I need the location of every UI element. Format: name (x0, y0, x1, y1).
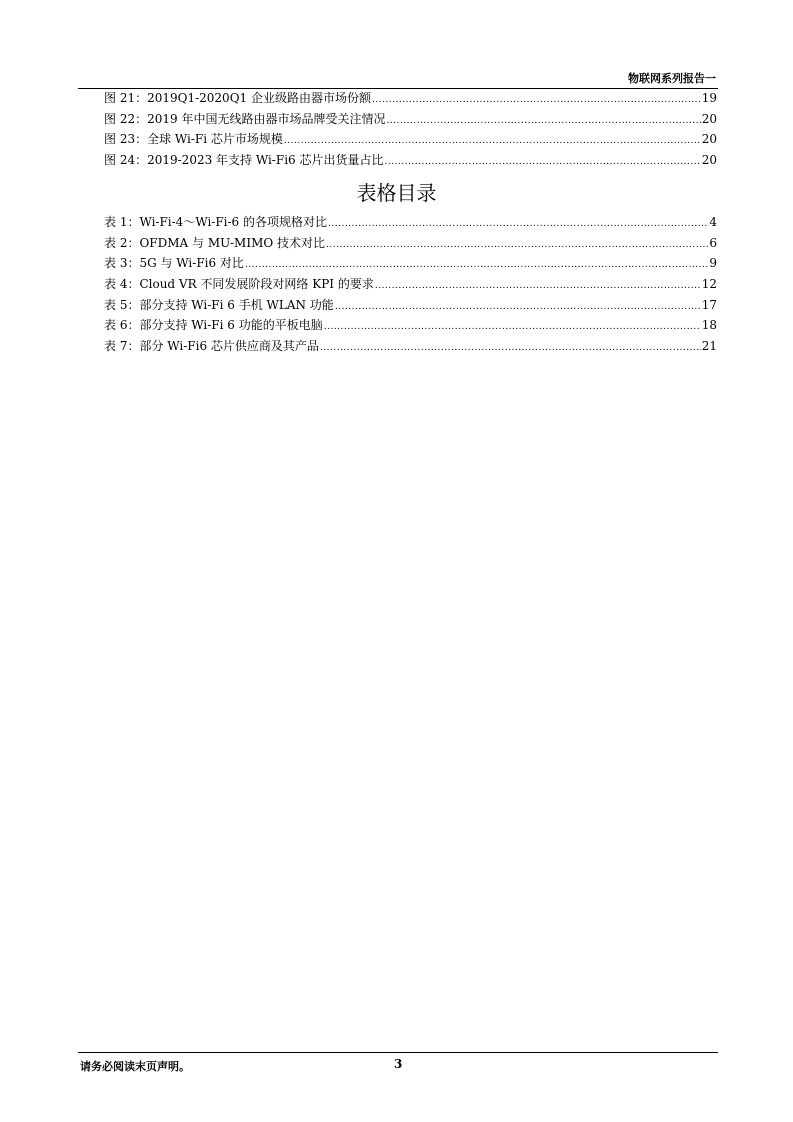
toc-leader-dots (245, 255, 708, 276)
toc-entry-page: 4 (709, 215, 717, 229)
figure-toc-entry[interactable] (104, 109, 717, 130)
page-number: 3 (394, 1057, 403, 1071)
toc-leader-dots (284, 131, 701, 152)
disclaimer-notice: 请务必阅读末页声明。 (80, 1060, 190, 1073)
toc-leader-dots (324, 317, 701, 338)
toc-entry-page: 12 (701, 277, 717, 292)
toc-entry-page: 19 (701, 91, 717, 105)
toc-entry-label: 表 3：5G 与 Wi-Fi6 对比 (104, 256, 244, 271)
figure-toc-entry[interactable] (104, 150, 717, 171)
toc-entry-label: 表 7：部分 Wi-Fi6 芯片供应商及其产品 (104, 339, 319, 354)
table-toc-entry[interactable] (104, 274, 717, 295)
table-toc-entry[interactable] (104, 253, 717, 274)
toc-entry-label: 图 21：2019Q1-2020Q1 企业级路由器市场份额 (104, 91, 371, 105)
table-toc-list (104, 212, 717, 357)
toc-leader-dots (386, 111, 700, 132)
toc-entry-page: 9 (709, 256, 717, 271)
report-series-title: 物联网系列报告一 (628, 72, 716, 85)
toc-leader-dots (375, 276, 701, 297)
toc-entry-label: 表 6：部分支持 Wi-Fi 6 功能的平板电脑 (104, 318, 323, 333)
table-toc-entry[interactable] (104, 315, 717, 336)
figure-toc-entry[interactable] (104, 129, 717, 150)
toc-leader-dots (326, 235, 708, 256)
toc-entry-page: 21 (701, 339, 717, 354)
toc-entry-label: 图 23：全球 Wi-Fi 芯片市场规模 (104, 132, 283, 147)
table-toc-entry[interactable] (104, 336, 717, 357)
toc-leader-dots (320, 338, 701, 359)
toc-entry-label: 图 24：2019-2023 年支持 Wi-Fi6 芯片出货量占比 (104, 153, 384, 168)
toc-leader-dots (384, 152, 700, 173)
table-toc-entry[interactable] (104, 233, 717, 254)
toc-entry-page: 17 (701, 297, 717, 312)
toc-entry-page: 6 (709, 235, 717, 250)
figure-toc-entry[interactable] (104, 88, 717, 109)
toc-entry-page: 20 (701, 153, 717, 168)
toc-entry-label: 图 22：2019 年中国无线路由器市场品牌受关注情况 (104, 111, 386, 126)
figure-toc-list (104, 88, 717, 171)
table-toc-entry[interactable] (104, 295, 717, 316)
toc-entry-label: 表 5：部分支持 Wi-Fi 6 手机 WLAN 功能 (104, 297, 334, 312)
toc-entry-page: 18 (701, 318, 717, 333)
toc-entry-page: 20 (701, 111, 717, 126)
page-header (78, 68, 718, 89)
toc-entry-label: 表 2：OFDMA 与 MU-MIMO 技术对比 (104, 235, 326, 250)
toc-leader-dots (335, 297, 701, 318)
page-footer (78, 1052, 718, 1077)
toc-entry-page: 20 (701, 132, 717, 147)
toc-leader-dots (372, 90, 701, 111)
table-toc-entry[interactable] (104, 212, 717, 233)
table-toc-heading: 表格目录 (356, 181, 437, 205)
toc-entry-label: 表 1：Wi-Fi-4～Wi-Fi-6 的各项规格对比 (104, 215, 328, 229)
toc-leader-dots (328, 214, 708, 235)
toc-entry-label: 表 4：Cloud VR 不同发展阶段对网络 KPI 的要求 (104, 277, 374, 292)
